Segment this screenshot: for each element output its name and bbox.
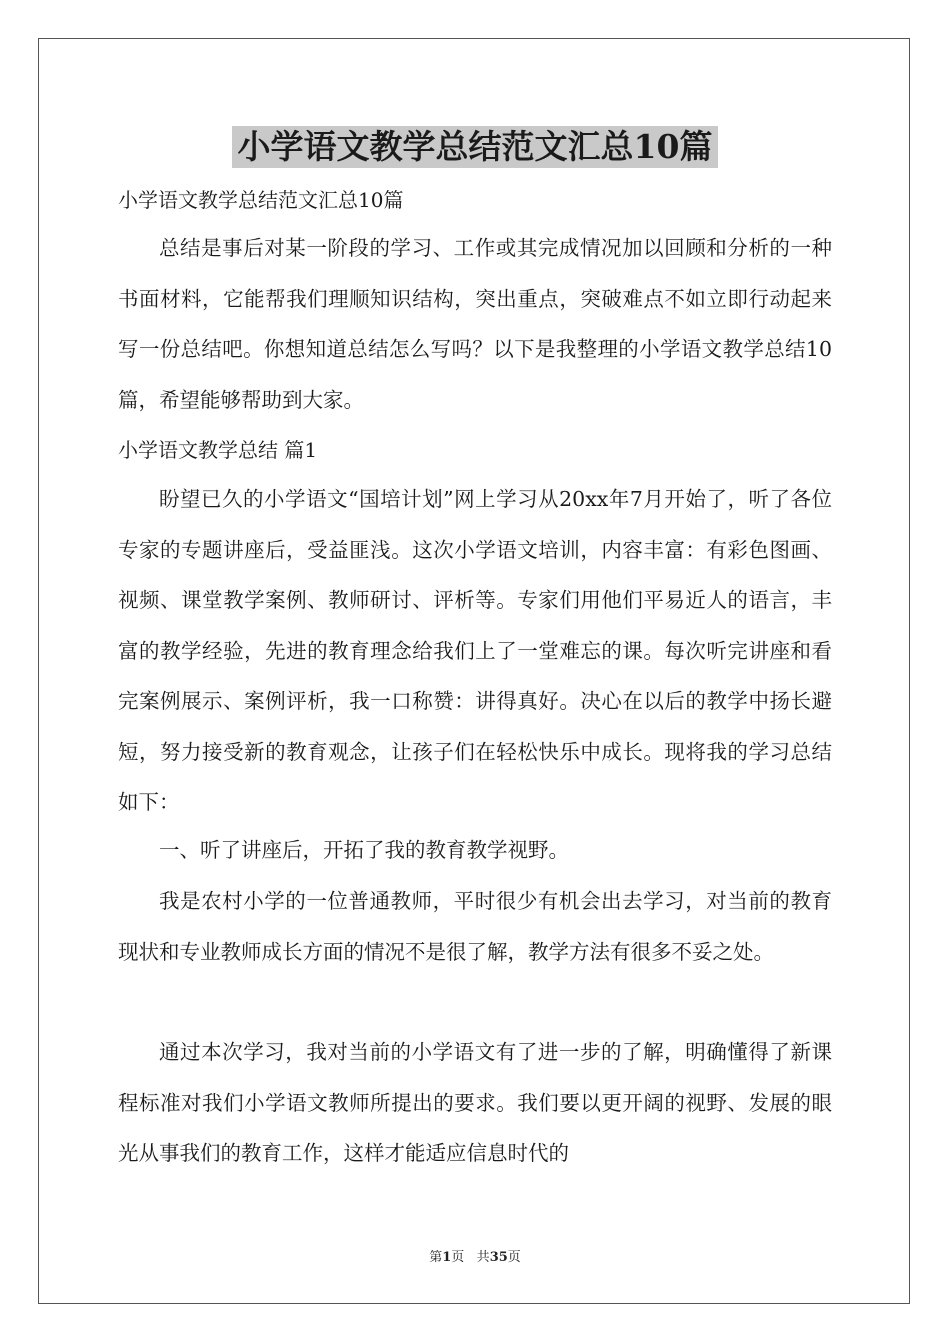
total-pages-number: 35 — [489, 1250, 508, 1265]
body-paragraph: 通过本次学习，我对当前的小学语文有了进一步的了解，明确懂得了新课程标准对我们小学语文教师所提出的要求。我们要以更开阔的视野、发展的眼光从事我们的教育工作，这样才能适应信息时代的 — [118, 1040, 832, 1165]
footer-prefix: 第 — [429, 1250, 443, 1265]
intro-paragraph: 总结是事后对某一阶段的学习、工作或其完成情况加以回顾和分析的一种书面材料，它能帮我们理顺知识结构，突出重点，突破难点不如立即行动起来写一份总结吧。你想知道总结怎么写吗？以下是我整理的小学语文教学总结10篇，希望能够帮助到大家。 — [118, 236, 832, 412]
current-page-number: 1 — [442, 1250, 452, 1265]
document-title: 小学语文教学总结范文汇总10篇 — [232, 126, 719, 168]
footer-total-prefix: 共 — [476, 1250, 490, 1265]
document-subtitle: 小学语文教学总结范文汇总10篇 — [118, 188, 404, 212]
page-footer — [0, 1249, 950, 1267]
section-heading: 小学语文教学总结 篇1 — [118, 438, 318, 462]
footer-page-suffix: 页 — [451, 1250, 465, 1265]
title-block — [0, 126, 950, 168]
footer-total-suffix: 页 — [507, 1250, 521, 1265]
body-paragraph: 盼望已久的小学语文“国培计划”网上学习从20xx年7月开始了，听了各位专家的专题讲座后，受益匪浅。这次小学语文培训，内容丰富：有彩色图画、视频、课堂教学案例、教师研讨、评析等。专家们用他们平易近人的语言，丰富的教学经验，先进的教育理念给我们上了一堂难忘的课。每次听完讲座和看完案例展示、案例评析，我一口称赞：讲得真好。决心在以后的教学中扬长避短，努力接受新的教育观念，让孩子们在轻松快乐中成长。现将我的学习总结如下： — [118, 487, 832, 814]
body-paragraph: 一、听了讲座后，开拓了我的教育教学视野。 — [159, 838, 569, 862]
body-paragraph: 我是农村小学的一位普通教师，平时很少有机会出去学习，对当前的教育现状和专业教师成长方面的情况不是很了解，教学方法有很多不妥之处。 — [118, 889, 832, 964]
